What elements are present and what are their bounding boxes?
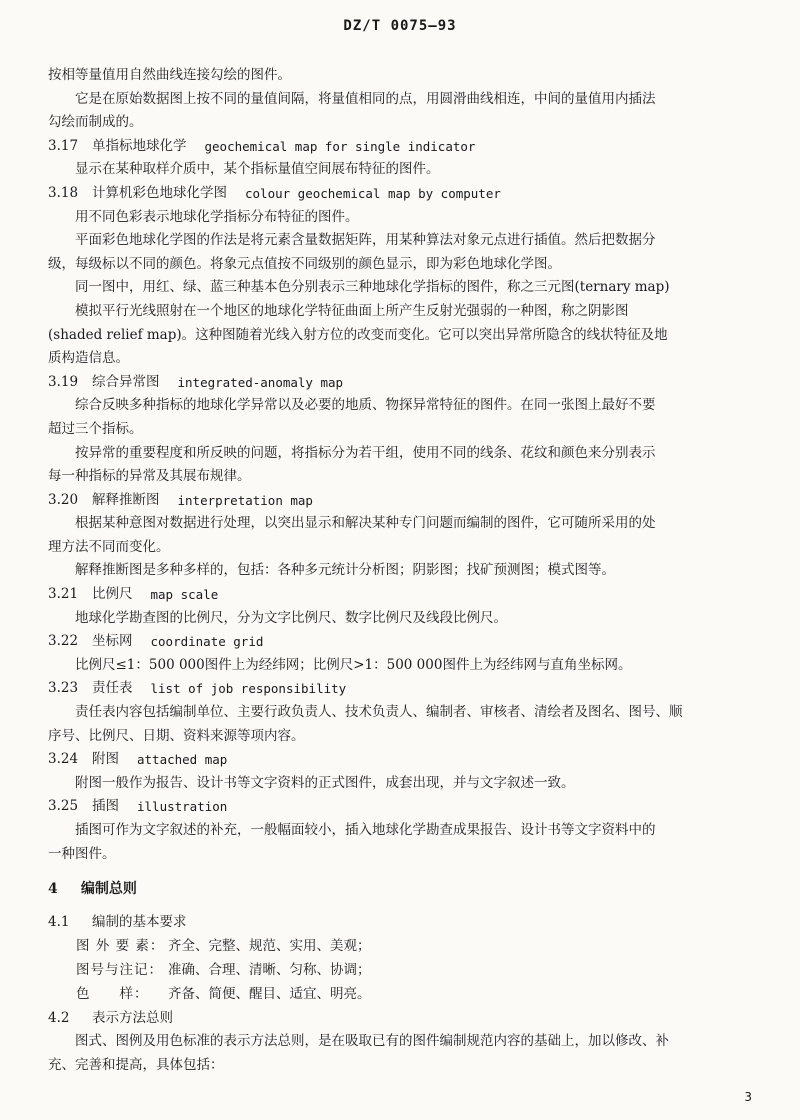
section-number: 3.20 [48, 491, 79, 508]
paragraph: 理方法不同而变化。 [48, 538, 170, 555]
paragraph: 模拟平行光线照射在一个地区的地球化学特征曲面上所产生反射光强弱的一种图，称之阴影图 [75, 302, 629, 319]
section-number: 3.24 [48, 751, 79, 768]
section-title-zh: 解释推断图 [92, 491, 160, 508]
section-number: 3.19 [48, 373, 79, 390]
section-heading-4-1 [48, 910, 762, 934]
section-title-en: integrated-anomaly map [177, 374, 344, 390]
paragraph: (shaded relief map)。这种图随着光线入射方位的改变而变化。它可以突出异常所隐含的线状特征及地 [48, 326, 668, 343]
section-heading-3-20 [48, 489, 762, 513]
section-title-zh: 责任表 [92, 680, 133, 697]
section-title-en: attached map [137, 752, 228, 768]
paragraph: 附图一般作为报告、设计书等文字资料的正式图件，成套出现，并与文字叙述一致。 [75, 774, 575, 791]
paragraph: 责任表内容包括编制单位、主要行政负责人、技术负责人、编制者、审核者、清绘者及图名、图号、顺 [75, 704, 683, 721]
paragraph: 充、完善和提高，具体包括： [48, 1056, 224, 1073]
chapter-title: 编制总则 [80, 881, 137, 898]
section-title-zh: 插图 [92, 798, 119, 815]
requirement-label: 色 样： [76, 986, 149, 1003]
section-title-zh: 比例尺 [92, 586, 133, 603]
requirement-value: 齐备、简便、醒目、适宜、明亮。 [168, 986, 371, 1003]
requirement-row [48, 982, 762, 1006]
section-number: 3.21 [48, 586, 79, 603]
section-title-zh: 附图 [92, 751, 119, 768]
paragraph: 平面彩色地球化学图的作法是将元素含量数据矩阵，用某种算法对象元点进行插值。然后把数据分 [75, 232, 656, 249]
paragraph: 比例尺≤1：500 000图件上为经纬网；比例尺>1：500 000图件上为经纬网与直角坐标网。 [75, 656, 632, 673]
paragraph: 按异常的重要程度和所反映的问题，将指标分为若干组，使用不同的线条、花纹和颜色来分别表示 [75, 444, 656, 461]
requirement-row [48, 958, 762, 982]
section-title: 编制的基本要求 [92, 914, 187, 931]
paragraph: 地球化学勘查图的比例尺，分为文字比例尺、数字比例尺及线段比例尺。 [75, 609, 507, 626]
page-number: 3 [744, 1090, 752, 1104]
document-body [48, 64, 762, 1077]
requirement-label: 图号与注记： [76, 962, 163, 979]
paragraph: 每一种指标的异常及其展布规律。 [48, 468, 251, 485]
section-title-en: list of job responsibility [150, 681, 347, 697]
requirement-label: 图 外 要 素： [76, 938, 165, 955]
paragraph: 同一图中，用红、绿、蓝三种基本色分别表示三种地球化学指标的图件，称之三元图(ternary map) [75, 279, 670, 296]
section-heading-3-22 [48, 630, 762, 654]
chapter-heading-4 [48, 876, 762, 902]
section-number: 3.17 [48, 137, 79, 154]
paragraph: 根据某种意图对数据进行处理，以突出显示和解决某种专门问题而编制的图件，它可随所采用的处 [75, 515, 656, 532]
section-heading-3-24 [48, 748, 762, 772]
requirement-value: 齐全、完整、规范、实用、美观； [168, 938, 371, 955]
paragraph: 综合反映多种指标的地球化学异常以及必要的地质、物探异常特征的图件。在同一张图上最好不要 [75, 397, 656, 414]
section-number: 3.23 [48, 680, 79, 697]
section-heading-3-25 [48, 795, 762, 819]
section-title-zh: 单指标地球化学 [92, 137, 187, 154]
section-heading-3-21 [48, 583, 762, 607]
requirement-row [48, 934, 762, 958]
section-heading-3-17 [48, 135, 762, 159]
section-title-zh: 计算机彩色地球化学图 [92, 184, 227, 201]
section-number: 3.18 [48, 184, 79, 201]
section-number: 4.2 [48, 1010, 70, 1027]
section-title-en: interpretation map [177, 492, 313, 508]
chapter-number: 4 [48, 881, 58, 898]
section-title-en: illustration [137, 799, 228, 815]
section-number: 4.1 [48, 914, 70, 931]
document-header: DZ/T 0075—93 [343, 18, 457, 34]
requirement-value: 准确、合理、清晰、匀称、协调； [168, 962, 371, 979]
paragraph: 解释推断图是多种多样的，包括：各种多元统计分析图；阴影图；找矿预测图；模式图等。 [75, 562, 615, 579]
section-title-zh: 综合异常图 [92, 373, 160, 390]
section-title: 表示方法总则 [92, 1010, 173, 1027]
paragraph: 序号、比例尺、日期、资料来源等项内容。 [48, 727, 305, 744]
paragraph: 按相等量值用自然曲线连接勾绘的图件。 [48, 67, 291, 83]
section-heading-3-23 [48, 677, 762, 701]
paragraph: 图式、图例及用色标准的表示方法总则，是在吸取已有的图件编制规范内容的基础上，加以修改、补 [75, 1033, 669, 1050]
paragraph: 质构造信息。 [48, 350, 129, 367]
paragraph: 它是在原始数据图上按不同的量值间隔，将量值相同的点，用圆滑曲线相连，中间的量值用内插法 [75, 90, 656, 107]
paragraph: 超过三个指标。 [48, 420, 143, 437]
section-title-en: colour geochemical map by computer [245, 185, 501, 201]
section-title-en: coordinate grid [150, 634, 264, 650]
section-heading-3-18 [48, 182, 762, 206]
section-heading-3-19 [48, 371, 762, 395]
section-number: 3.22 [48, 633, 79, 650]
paragraph: 用不同色彩表示地球化学指标分布特征的图件。 [75, 208, 359, 225]
section-number: 3.25 [48, 798, 79, 815]
paragraph: 显示在某种取样介质中，某个指标量值空间展布特征的图件。 [75, 161, 440, 178]
paragraph: 插图可作为文字叙述的补充，一般幅面较小，插入地球化学勘查成果报告、设计书等文字资料中的 [75, 822, 656, 838]
section-title-en: geochemical map for single indicator [204, 138, 476, 154]
paragraph: 一种图件。 [48, 845, 116, 862]
section-title-en: map scale [150, 587, 219, 603]
paragraph: 级，每级标以不同的颜色。将象元点值按不同级别的颜色显示，即为彩色地球化学图。 [48, 255, 561, 272]
paragraph: 勾绘而制成的。 [48, 114, 143, 131]
section-heading-4-2 [48, 1006, 762, 1030]
section-title-zh: 坐标网 [92, 633, 133, 650]
